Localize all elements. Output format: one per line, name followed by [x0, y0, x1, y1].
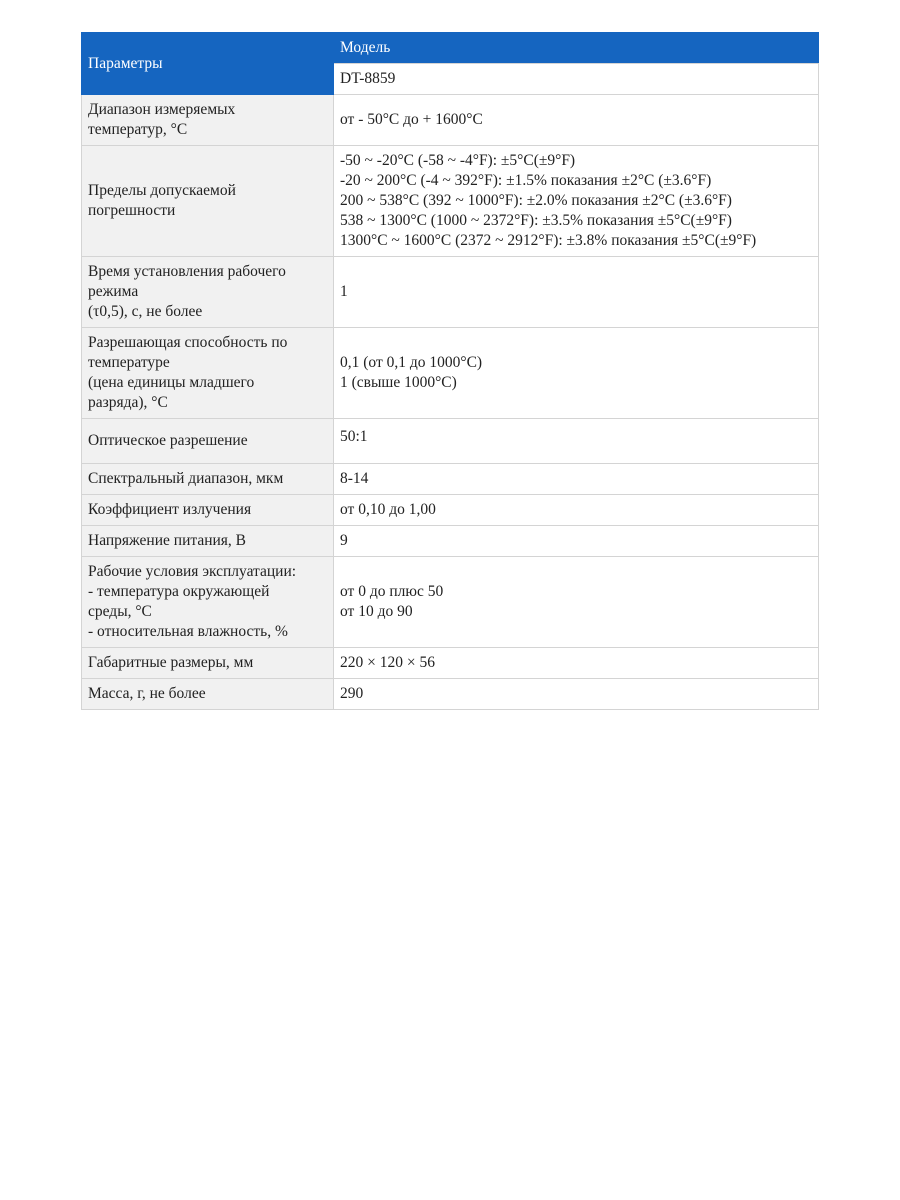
- table-row: [82, 419, 819, 464]
- params-header: Параметры: [82, 33, 334, 95]
- table-row: [82, 328, 819, 419]
- value-cell: от - 50°С до + 1600°С: [334, 95, 819, 146]
- param-cell: Время установления рабочего режима (τ0,5), с, не более: [82, 257, 334, 328]
- param-cell: Рабочие условия эксплуатации: - температура окружающей среды, °С - относительная влажность, %: [82, 557, 334, 648]
- model-name: DT-8859: [334, 64, 819, 95]
- param-cell: Масса, г, не более: [82, 679, 334, 710]
- value-cell: 220 × 120 × 56: [334, 648, 819, 679]
- table-row: [82, 464, 819, 495]
- param-cell: Разрешающая способность по температуре (цена единицы младшего разряда), °С: [82, 328, 334, 419]
- table-row: [82, 146, 819, 257]
- model-header: Модель: [334, 33, 819, 64]
- value-cell: 8-14: [334, 464, 819, 495]
- value-cell: -50 ~ -20°C (-58 ~ -4°F): ±5°C(±9°F) -20 ~ 200°C (-4 ~ 392°F): ±1.5% показания ±2°C (±3.6°F) 200 ~ 538°C (392 ~ 1000°F): ±2.0% показания ±2°C (±3.6°F) 538 ~ 1300°C (1000 ~ 2372°F): ±3.5% показания ±5°C(±9°F) 1300°C ~ 1600°C (2372 ~ 2912°F): ±3.8% показания ±5°C(±9°F): [334, 146, 819, 257]
- table-row: [82, 495, 819, 526]
- value-cell: 1: [334, 257, 819, 328]
- value-cell: от 0 до плюс 50 от 10 до 90: [334, 557, 819, 648]
- table-row: [82, 95, 819, 146]
- table-row: [82, 679, 819, 710]
- header-row: [82, 33, 819, 64]
- table-row: [82, 648, 819, 679]
- value-cell: 290: [334, 679, 819, 710]
- param-cell: Спектральный диапазон, мкм: [82, 464, 334, 495]
- param-cell: Габаритные размеры, мм: [82, 648, 334, 679]
- param-cell: Диапазон измеряемых температур, °С: [82, 95, 334, 146]
- table-row: [82, 526, 819, 557]
- value-cell: 0,1 (от 0,1 до 1000°С) 1 (свыше 1000°С): [334, 328, 819, 419]
- param-cell: Пределы допускаемой погрешности: [82, 146, 334, 257]
- value-cell: от 0,10 до 1,00: [334, 495, 819, 526]
- param-cell: Коэффициент излучения: [82, 495, 334, 526]
- param-cell: Напряжение питания, В: [82, 526, 334, 557]
- table-row: [82, 257, 819, 328]
- specifications-table: [81, 32, 819, 710]
- param-cell: Оптическое разрешение: [82, 419, 334, 464]
- value-cell: 9: [334, 526, 819, 557]
- table-row: [82, 557, 819, 648]
- value-cell: 50:1: [334, 419, 819, 464]
